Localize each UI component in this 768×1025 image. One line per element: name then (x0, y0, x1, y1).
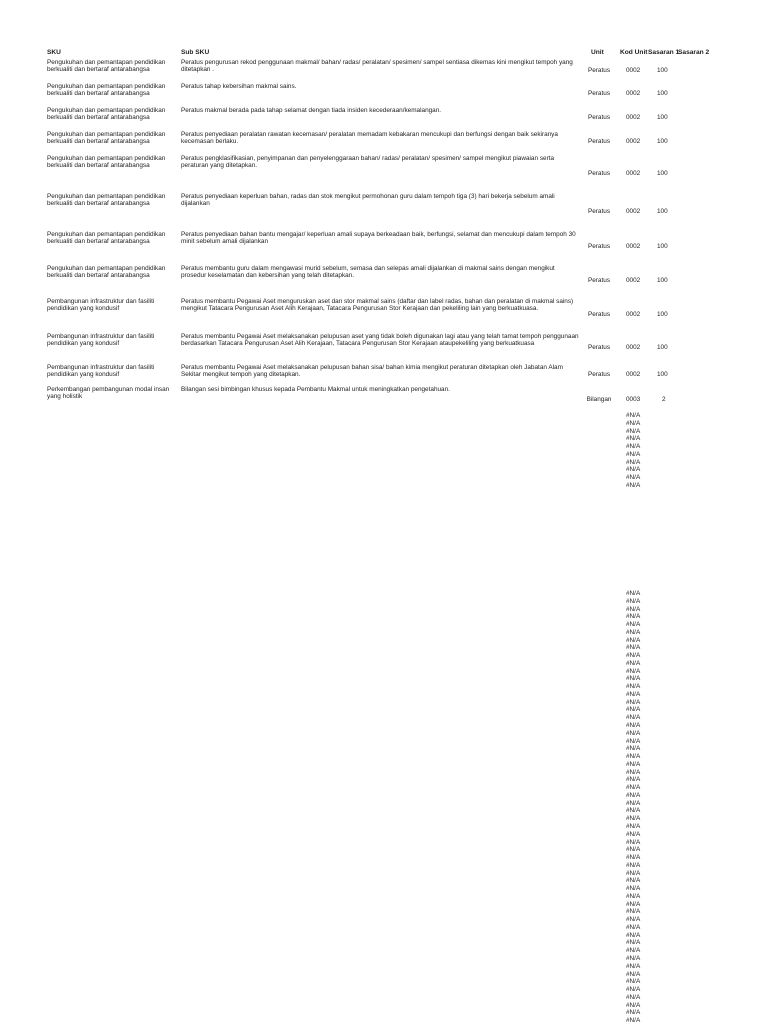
na-cell: #N/A (626, 737, 641, 745)
cell-kod-unit: 0002 (626, 344, 641, 351)
na-cell: #N/A (626, 861, 641, 869)
header-kod-unit: Kod Unit (620, 49, 648, 56)
na-cell: #N/A (626, 714, 641, 722)
na-cell: #N/A (626, 644, 641, 652)
cell-sub-sku: Peratus pengklasifikasian, penyimpanan dan penyelenggaraan bahan/ radas/ peralatan/ spesimen/ sampel mengikut piawaian serta peraturan yang ditetapkan. (181, 155, 555, 170)
cell-sku: Pengukuhan dan pemantapan pendidikan berkualiti dan bertaraf antarabangsa (47, 59, 166, 74)
header-sasaran-2: Sasaran 2 (678, 49, 710, 56)
na-cell: #N/A (626, 729, 641, 737)
na-cell: #N/A (626, 690, 641, 698)
cell-sku: Pembangunan infrastruktur dan fasiliti pendidikan yang kondusif (47, 298, 155, 313)
na-block-lower (626, 590, 640, 1025)
na-cell: #N/A (626, 435, 641, 443)
cell-kod-unit: 0002 (626, 138, 641, 145)
cell-sasaran-1: 100 (657, 243, 668, 250)
cell-sasaran-1: 2 (662, 396, 666, 403)
na-cell: #N/A (626, 986, 641, 994)
cell-sub-sku: Peratus penyediaan keperluan bahan, radas dan stok mengikut permohonan guru dalam tempoh tiga (3) hari bekerja sebelum amali dijalankan (181, 193, 555, 208)
cell-sku: Pengukuhan dan pemantapan pendidikan berkualiti dan bertaraf antarabangsa (47, 265, 166, 280)
cell-kod-unit: 0003 (626, 396, 641, 403)
cell-unit: Peratus (587, 243, 611, 250)
na-cell: #N/A (626, 636, 641, 644)
na-cell: #N/A (626, 822, 641, 830)
cell-sub-sku: Bilangan sesi bimbingan khusus kepada Pembantu Makmal untuk meningkatkan pengetahuan. (181, 386, 450, 393)
na-cell: #N/A (626, 621, 641, 629)
header-unit: Unit (591, 49, 604, 56)
cell-sasaran-1: 100 (657, 67, 668, 74)
na-cell: #N/A (626, 885, 641, 893)
na-cell: #N/A (626, 1001, 641, 1009)
na-block-upper (626, 412, 640, 490)
cell-sku: Pembangunan infrastruktur dan fasiliti pendidikan yang kondusif (47, 333, 155, 348)
na-cell: #N/A (626, 458, 641, 466)
na-cell: #N/A (626, 869, 641, 877)
cell-sku: Pengukuhan dan pemantapan pendidikan berkualiti dan bertaraf antarabangsa (47, 107, 166, 122)
cell-sku: Pengukuhan dan pemantapan pendidikan berkualiti dan bertaraf antarabangsa (47, 131, 166, 146)
cell-sub-sku: Peratus membantu guru dalam mengawasi murid sebelum, semasa dan selepas amali dijalankan di makmal sains dengan mengikut prosedur keselamatan dan kebersihan yang telah ditetapkan. (181, 265, 555, 280)
cell-sku: Pengukuhan dan pemantapan pendidikan berkualiti dan bertaraf antarabangsa (47, 83, 166, 98)
na-cell: #N/A (626, 628, 641, 636)
cell-kod-unit: 0002 (626, 277, 641, 284)
cell-unit: Peratus (587, 90, 611, 97)
na-cell: #N/A (626, 698, 641, 706)
na-cell: #N/A (626, 830, 641, 838)
na-cell: #N/A (626, 590, 641, 597)
cell-unit: Peratus (587, 344, 611, 351)
na-cell: #N/A (626, 768, 641, 776)
na-cell: #N/A (626, 706, 641, 714)
cell-sku: Perkembangan pembangunan modal insan yang holistik (47, 386, 170, 401)
cell-sasaran-1: 100 (657, 114, 668, 121)
na-cell: #N/A (626, 947, 641, 955)
cell-sku: Pengukuhan dan pemantapan pendidikan berkualiti dan bertaraf antarabangsa (47, 155, 166, 170)
na-cell: #N/A (626, 450, 641, 458)
na-cell: #N/A (626, 962, 641, 970)
na-cell: #N/A (626, 807, 641, 815)
na-cell: #N/A (626, 667, 641, 675)
cell-unit: Peratus (587, 67, 611, 74)
na-cell: #N/A (626, 683, 641, 691)
na-cell: #N/A (626, 443, 641, 451)
cell-sku: Pengukuhan dan pemantapan pendidikan berkualiti dan bertaraf antarabangsa (47, 193, 166, 208)
na-cell: #N/A (626, 675, 641, 683)
cell-kod-unit: 0002 (626, 208, 641, 215)
cell-unit: Bilangan (586, 396, 612, 403)
cell-sub-sku: Peratus membantu Pegawai Aset menguruskan aset dan stor makmal sains (daftar dan label radas, bahan dan peralatan di makmal sains) mengikut Tatacara Pengurusan Aset Alih Kerajaan, Tatacara Pengurusan Stor Kerajaan dan pekeliling lain yang berkuatkuasa. (181, 298, 574, 313)
cell-unit: Peratus (587, 138, 611, 145)
na-cell: #N/A (626, 838, 641, 846)
header-sub-sku: Sub SKU (181, 49, 210, 56)
cell-kod-unit: 0002 (626, 114, 641, 121)
na-cell: #N/A (626, 613, 641, 621)
cell-unit: Peratus (587, 277, 611, 284)
cell-unit: Peratus (587, 311, 611, 318)
na-cell: #N/A (626, 877, 641, 885)
cell-kod-unit: 0002 (626, 311, 641, 318)
cell-sasaran-1: 100 (657, 344, 668, 351)
cell-kod-unit: 0002 (626, 170, 641, 177)
na-cell: #N/A (626, 659, 641, 667)
cell-sku: Pembangunan infrastruktur dan fasiliti pendidikan yang kondusif (47, 364, 155, 379)
na-cell: #N/A (626, 978, 641, 986)
cell-sasaran-1: 100 (657, 311, 668, 318)
na-cell: #N/A (626, 466, 641, 474)
na-cell: #N/A (626, 776, 641, 784)
na-cell: #N/A (626, 745, 641, 753)
cell-sub-sku: Peratus penyediaan bahan bantu mengajar/ keperluan amali supaya berkeadaan baik, berfungsi, selamat dan mencukupi dalam tempoh 30 minit sebelum amali dijalankan (181, 231, 576, 246)
cell-sasaran-1: 100 (657, 138, 668, 145)
cell-sasaran-1: 100 (657, 371, 668, 378)
na-cell: #N/A (626, 481, 641, 489)
na-cell: #N/A (626, 412, 641, 419)
cell-sku: Pengukuhan dan pemantapan pendidikan berkualiti dan bertaraf antarabangsa (47, 231, 166, 246)
na-cell: #N/A (626, 846, 641, 854)
na-cell: #N/A (626, 784, 641, 792)
na-cell: #N/A (626, 954, 641, 962)
na-cell: #N/A (626, 652, 641, 660)
cell-kod-unit: 0002 (626, 243, 641, 250)
cell-sub-sku: Peratus membantu Pegawai Aset melaksanakan pelupusan bahan sisa/ bahan kimia mengikut peraturan ditetapkan oleh Jabatan Alam Sekitar mengikut tempoh yang ditetapkan. (181, 364, 563, 379)
na-cell: #N/A (626, 892, 641, 900)
na-cell: #N/A (626, 605, 641, 613)
na-cell: #N/A (626, 799, 641, 807)
na-cell: #N/A (626, 923, 641, 931)
cell-kod-unit: 0002 (626, 90, 641, 97)
cell-sub-sku: Peratus membantu Pegawai Aset melaksanakan pelupusan aset yang tidak boleh digunakan lagi atau yang telah tamat tempoh penggunaan berdasarkan Tatacara Pengurusan Aset Alih Kerajaan, Tatacara Pengurusan Stor Kerajaan ataupekeliling yang berkuatkuasa (181, 333, 579, 348)
na-cell: #N/A (626, 1017, 641, 1025)
cell-sasaran-1: 100 (657, 277, 668, 284)
na-cell: #N/A (626, 900, 641, 908)
na-cell: #N/A (626, 597, 641, 605)
na-cell: #N/A (626, 993, 641, 1001)
na-cell: #N/A (626, 908, 641, 916)
header-sku: SKU (47, 49, 61, 56)
na-cell: #N/A (626, 939, 641, 947)
na-cell: #N/A (626, 760, 641, 768)
na-cell: #N/A (626, 722, 641, 730)
cell-sub-sku: Peratus penyediaan peralatan rawatan kecemasan/ peralatan memadam kebakaran mencukupi dan berfungsi dengan baik sekiranya kecemasan berlaku. (181, 131, 558, 146)
na-cell: #N/A (626, 931, 641, 939)
cell-sasaran-1: 100 (657, 90, 668, 97)
na-cell: #N/A (626, 916, 641, 924)
na-cell: #N/A (626, 854, 641, 862)
cell-sub-sku: Peratus makmal berada pada tahap selamat dengan tiada insiden kecederaan/kemalangan. (181, 107, 442, 114)
cell-sub-sku: Peratus pengurusan rekod penggunaan makmal/ bahan/ radas/ peralatan/ spesimen/ sampel sentiasa dikemas kini mengikut tempoh yang ditetapkan . (181, 59, 573, 74)
cell-kod-unit: 0002 (626, 67, 641, 74)
na-cell: #N/A (626, 970, 641, 978)
cell-unit: Peratus (587, 371, 611, 378)
na-cell: #N/A (626, 474, 641, 482)
na-cell: #N/A (626, 419, 641, 427)
na-cell: #N/A (626, 753, 641, 761)
na-cell: #N/A (626, 815, 641, 823)
cell-sasaran-1: 100 (657, 170, 668, 177)
na-cell: #N/A (626, 1009, 641, 1017)
na-cell: #N/A (626, 791, 641, 799)
na-cell: #N/A (626, 427, 641, 435)
cell-sasaran-1: 100 (657, 208, 668, 215)
header-sasaran-1: Sasaran 1 (648, 49, 680, 56)
cell-unit: Peratus (587, 170, 611, 177)
cell-kod-unit: 0002 (626, 371, 641, 378)
cell-sub-sku: Peratus tahap kebersihan makmal sains. (181, 83, 297, 90)
cell-unit: Peratus (587, 114, 611, 121)
cell-unit: Peratus (587, 208, 611, 215)
